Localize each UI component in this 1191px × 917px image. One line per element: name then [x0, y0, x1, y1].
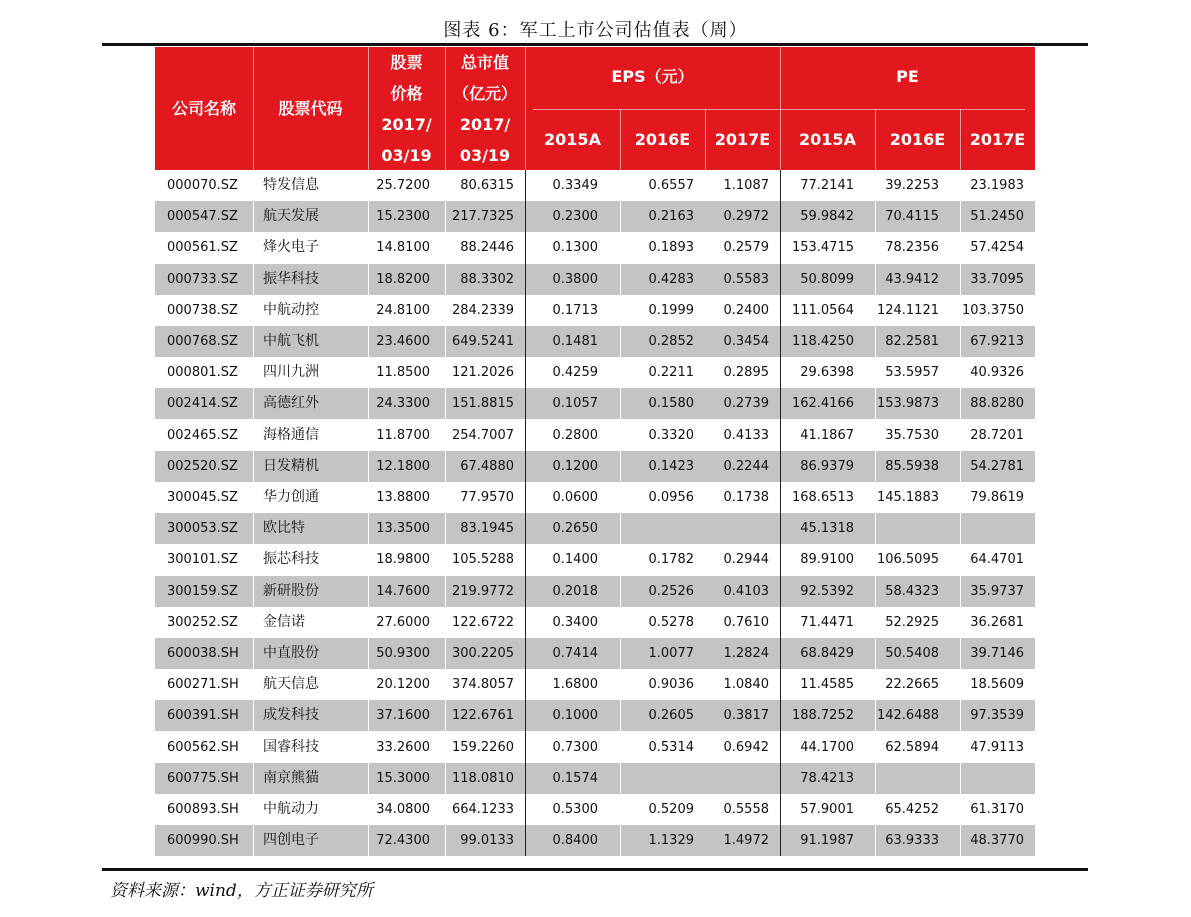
cell-pe-2015a: 168.6513	[791, 490, 854, 505]
cell-eps-2015a: 0.1300	[552, 240, 598, 256]
cell-eps-2017e: 0.2895	[723, 365, 769, 381]
header-market-cap	[445, 47, 525, 170]
cell-price: 24.3300	[376, 396, 430, 412]
cell-pe-2015a: 41.1867	[800, 427, 854, 443]
cell-pe-2016e: 63.9333	[885, 833, 939, 849]
top-rule	[102, 43, 1088, 46]
cell-stock-code: 600893.SH	[167, 802, 239, 817]
cell-pe-2017e: 88.8280	[970, 396, 1024, 412]
cell-eps-2016e: 0.1782	[648, 552, 694, 568]
column-separator	[960, 170, 961, 856]
cell-pe-2017e: 54.2781	[970, 458, 1024, 474]
cell-eps-2017e: 0.4103	[723, 583, 769, 599]
cell-price: 12.1800	[376, 458, 430, 474]
table-row	[155, 669, 1035, 700]
cell-company-name: 中航动控	[263, 301, 319, 318]
cell-price: 14.7600	[376, 583, 430, 599]
cell-eps-2016e	[620, 513, 694, 544]
table-row	[155, 420, 1035, 451]
cell-stock-code: 002414.SZ	[167, 396, 238, 412]
cell-market-cap: 118.0810	[451, 770, 514, 786]
cell-eps-2016e: 1.1329	[648, 833, 694, 849]
cell-company-name: 华力创通	[263, 489, 319, 505]
header-cap-line: （亿元）	[452, 84, 517, 103]
cell-eps-2015a: 0.3400	[552, 614, 598, 630]
cell-pe-2017e	[960, 763, 1024, 794]
cell-eps-2017e: 0.2739	[723, 396, 769, 412]
cell-eps-2015a: 0.3800	[552, 271, 598, 287]
cell-company-name: 新研股份	[263, 582, 319, 599]
table-row	[155, 732, 1035, 763]
cell-pe-2016e: 53.5957	[885, 365, 939, 381]
cell-pe-2015a: 44.1700	[800, 739, 854, 755]
cell-stock-code: 000768.SZ	[167, 334, 238, 349]
group-separator	[525, 170, 526, 856]
cell-price: 37.1600	[376, 708, 430, 724]
table-row	[155, 763, 1035, 794]
cell-company-name: 中航动力	[263, 801, 319, 817]
table-row	[155, 451, 1035, 482]
cell-pe-2015a: 118.4250	[791, 334, 854, 349]
cell-price: 24.8100	[376, 302, 430, 318]
cell-eps-2017e: 0.2972	[723, 209, 769, 225]
cell-pe-2017e: 35.9737	[970, 583, 1024, 599]
cell-pe-2015a: 57.9001	[800, 802, 854, 817]
cell-eps-2017e: 0.2400	[723, 302, 769, 318]
cell-pe-2015a: 78.4213	[800, 770, 854, 786]
cell-pe-2015a: 91.1987	[800, 833, 854, 849]
cell-pe-2017e: 23.1983	[970, 178, 1024, 193]
cell-price: 27.6000	[376, 614, 430, 630]
header-stock-code: 股票代码	[278, 99, 343, 118]
cell-pe-2015a: 188.7252	[791, 708, 854, 724]
page-title: 图表 6：军工上市公司估值表（周）	[443, 20, 748, 41]
cell-price: 20.1200	[376, 677, 430, 693]
cell-eps-2016e: 0.6557	[648, 178, 694, 193]
cell-stock-code: 002520.SZ	[167, 458, 238, 474]
cell-eps-2017e	[705, 763, 769, 794]
cell-eps-2016e: 0.5209	[648, 802, 694, 817]
cell-pe-2017e: 79.8619	[970, 490, 1024, 505]
cell-eps-2015a: 0.1481	[552, 334, 598, 349]
header-pe-2015a: 2015A	[799, 129, 856, 149]
cell-pe-2017e: 33.7095	[970, 271, 1024, 287]
cell-pe-2015a: 162.4166	[791, 396, 854, 412]
cell-stock-code: 000561.SZ	[167, 240, 238, 256]
cell-market-cap: 649.5241	[451, 334, 514, 349]
cell-pe-2017e: 97.3539	[970, 708, 1024, 724]
cell-market-cap: 67.4880	[460, 458, 514, 474]
cell-eps-2017e: 0.2579	[723, 240, 769, 256]
cell-company-name: 南京熊猫	[263, 769, 319, 786]
header-eps-group: EPS（元）	[611, 66, 694, 86]
cell-pe-2016e: 82.2581	[885, 334, 939, 349]
cell-eps-2016e: 0.0956	[648, 490, 694, 505]
cell-pe-2016e: 153.9873	[876, 396, 939, 412]
column-separator	[445, 170, 446, 856]
cell-pe-2016e: 43.9412	[885, 271, 939, 287]
cell-company-name: 海格通信	[263, 426, 319, 443]
cell-pe-2017e: 36.2681	[970, 614, 1024, 630]
cell-company-name: 航天信息	[263, 676, 319, 693]
cell-eps-2017e: 0.2944	[723, 552, 769, 568]
cell-price: 13.8800	[376, 490, 430, 505]
cell-pe-2016e: 85.5938	[885, 458, 939, 474]
header-price-line: 2017/	[381, 115, 432, 134]
cell-eps-2016e: 0.5278	[648, 614, 694, 630]
cell-eps-2016e	[620, 763, 694, 794]
cell-pe-2016e: 70.4115	[885, 209, 939, 225]
cell-market-cap: 219.9772	[451, 583, 514, 599]
cell-pe-2017e: 64.4701	[970, 552, 1024, 568]
cell-eps-2015a: 0.2018	[552, 583, 598, 599]
cell-pe-2017e: 61.3170	[970, 802, 1024, 817]
table-row	[155, 357, 1035, 388]
cell-company-name: 四川九洲	[263, 364, 319, 381]
cell-market-cap: 83.1945	[460, 521, 514, 537]
cell-eps-2015a: 0.0600	[552, 490, 598, 505]
cell-price: 11.8700	[376, 427, 430, 443]
cell-pe-2017e: 28.7201	[970, 427, 1024, 443]
header-company-name: 公司名称	[171, 99, 236, 118]
cell-company-name: 四创电子	[263, 832, 319, 849]
cell-market-cap: 374.8057	[451, 677, 514, 693]
cell-pe-2017e: 57.4254	[970, 240, 1024, 256]
cell-eps-2017e: 0.7610	[723, 614, 769, 630]
cell-pe-2017e: 67.9213	[970, 334, 1024, 349]
cell-stock-code: 600990.SH	[167, 833, 239, 849]
cell-eps-2016e: 0.9036	[648, 677, 694, 693]
cell-pe-2016e: 50.5408	[885, 646, 939, 661]
cell-market-cap: 254.7007	[451, 427, 514, 443]
header-cap-line: 总市值	[460, 53, 509, 72]
cell-pe-2016e: 142.6488	[876, 708, 939, 724]
table-row	[155, 576, 1035, 607]
cell-pe-2015a: 86.9379	[800, 458, 854, 474]
cell-stock-code: 600562.SH	[167, 739, 239, 755]
header-price	[368, 47, 445, 170]
cell-stock-code: 000070.SZ	[167, 178, 238, 193]
cell-price: 34.0800	[376, 802, 430, 817]
cell-stock-code: 000738.SZ	[167, 302, 238, 318]
cell-company-name: 航天发展	[263, 208, 319, 225]
table-row	[155, 201, 1035, 232]
cell-pe-2016e: 52.2925	[885, 614, 939, 630]
cell-market-cap: 284.2339	[451, 302, 514, 318]
cell-eps-2016e: 0.1893	[648, 240, 694, 256]
cell-market-cap: 122.6761	[451, 708, 514, 724]
cell-market-cap: 88.2446	[460, 240, 514, 256]
table-row	[155, 326, 1035, 357]
table-row	[155, 264, 1035, 295]
cell-eps-2016e: 0.3320	[648, 427, 694, 443]
cell-eps-2016e: 0.2605	[648, 708, 694, 724]
cell-eps-2015a: 0.8400	[552, 833, 598, 849]
cell-price: 18.9800	[376, 552, 430, 568]
cell-eps-2015a: 0.2800	[552, 427, 598, 443]
cell-pe-2016e	[875, 513, 939, 544]
cell-stock-code: 002465.SZ	[167, 427, 238, 443]
cell-stock-code: 600391.SH	[167, 708, 239, 724]
header-eps-2015a: 2015A	[544, 129, 601, 149]
cell-pe-2016e: 78.2356	[885, 240, 939, 256]
cell-price: 72.4300	[376, 833, 430, 849]
cell-eps-2016e: 0.2163	[648, 209, 694, 225]
cell-company-name: 烽火电子	[263, 239, 319, 256]
cell-eps-2015a: 0.1057	[552, 396, 598, 412]
cell-market-cap: 151.8815	[451, 396, 514, 412]
cell-market-cap: 300.2205	[451, 646, 514, 661]
cell-pe-2015a: 77.2141	[800, 178, 854, 193]
cell-eps-2016e: 0.1580	[648, 396, 694, 412]
cell-pe-2015a: 153.4715	[791, 240, 854, 256]
cell-company-name: 国睿科技	[263, 738, 319, 755]
cell-eps-2015a: 0.1200	[552, 458, 598, 474]
cell-stock-code: 600271.SH	[167, 677, 239, 693]
header-price-line: 价格	[390, 84, 423, 103]
cell-company-name: 特发信息	[263, 177, 319, 193]
cell-stock-code: 000801.SZ	[167, 365, 238, 381]
cell-price: 15.3000	[376, 770, 430, 786]
cell-eps-2017e: 0.5583	[723, 271, 769, 287]
header-eps-2016e: 2016E	[634, 129, 691, 149]
cell-pe-2016e: 22.2665	[885, 677, 939, 693]
cell-market-cap: 217.7325	[451, 209, 514, 225]
cell-pe-2017e: 103.3750	[961, 302, 1024, 318]
cell-price: 11.8500	[376, 365, 430, 381]
cell-eps-2017e: 1.0840	[723, 677, 769, 693]
cell-pe-2016e: 124.1121	[876, 302, 939, 318]
cell-pe-2015a: 50.8099	[800, 271, 854, 287]
header-pe-2017e: 2017E	[969, 129, 1026, 149]
cell-pe-2017e: 39.7146	[970, 646, 1024, 661]
cell-eps-2017e: 0.2244	[723, 458, 769, 474]
table-row	[155, 170, 1035, 201]
cell-price: 23.4600	[376, 334, 430, 349]
cell-company-name: 高德红外	[263, 395, 319, 412]
header-cap-line: 03/19	[459, 146, 511, 165]
cell-stock-code: 300159.SZ	[167, 583, 238, 599]
cell-pe-2017e: 47.9113	[970, 739, 1024, 755]
cell-pe-2015a: 111.0564	[791, 302, 854, 318]
cell-pe-2016e: 65.4252	[885, 802, 939, 817]
table-row	[155, 544, 1035, 575]
cell-eps-2017e: 0.5558	[723, 802, 769, 817]
cell-pe-2015a: 59.9842	[800, 209, 854, 225]
cell-pe-2016e	[875, 763, 939, 794]
cell-eps-2015a: 0.7300	[552, 739, 598, 755]
cell-pe-2016e: 35.7530	[885, 427, 939, 443]
column-separator	[620, 170, 621, 856]
cell-pe-2016e: 39.2253	[885, 178, 939, 193]
cell-eps-2015a: 0.1713	[552, 302, 598, 318]
table-row	[155, 295, 1035, 326]
cell-market-cap: 88.3302	[460, 271, 514, 287]
cell-market-cap: 80.6315	[460, 178, 514, 193]
cell-eps-2015a: 1.6800	[552, 677, 598, 693]
cell-company-name: 日发精机	[263, 457, 319, 474]
cell-eps-2015a: 0.7414	[552, 646, 598, 661]
cell-pe-2015a: 11.4585	[800, 677, 854, 693]
cell-eps-2016e: 0.2526	[648, 583, 694, 599]
cell-price: 13.3500	[376, 521, 430, 537]
table-row	[155, 825, 1035, 856]
cell-market-cap: 105.5288	[451, 552, 514, 568]
cell-company-name: 欧比特	[263, 520, 305, 537]
cell-pe-2016e: 58.4323	[885, 583, 939, 599]
cell-pe-2015a: 68.8429	[800, 646, 854, 661]
cell-eps-2015a: 0.1000	[552, 708, 598, 724]
column-separator	[875, 170, 876, 856]
cell-stock-code: 300053.SZ	[167, 521, 238, 537]
cell-pe-2017e: 18.5609	[970, 677, 1024, 693]
cell-pe-2015a: 92.5392	[800, 583, 854, 599]
header-price-line: 股票	[390, 53, 423, 72]
cell-company-name: 中直股份	[263, 645, 319, 661]
cell-stock-code: 600775.SH	[167, 770, 239, 786]
cell-eps-2017e: 0.4133	[723, 427, 769, 443]
header-price-line: 03/19	[381, 146, 432, 165]
cell-price: 14.8100	[376, 240, 430, 256]
cell-pe-2015a: 89.9100	[800, 552, 854, 568]
column-separator	[368, 170, 369, 856]
cell-stock-code: 600038.SH	[167, 646, 239, 661]
cell-eps-2015a: 0.2650	[552, 521, 598, 537]
cell-eps-2015a: 0.1400	[552, 552, 598, 568]
table-row	[155, 607, 1035, 638]
cell-eps-2015a: 0.5300	[552, 802, 598, 817]
source-note: 资料来源：wind，方正证券研究所	[110, 881, 373, 901]
cell-eps-2017e: 0.6942	[723, 739, 769, 755]
cell-eps-2017e: 0.3454	[723, 334, 769, 349]
cell-pe-2015a: 29.6398	[800, 365, 854, 381]
cell-market-cap: 121.2026	[451, 365, 514, 381]
valuation-table-body	[155, 170, 1035, 856]
cell-pe-2017e	[960, 513, 1024, 544]
group-separator	[780, 170, 781, 856]
cell-stock-code: 000733.SZ	[167, 271, 238, 287]
cell-market-cap: 99.0133	[460, 833, 514, 849]
cell-price: 50.9300	[376, 646, 430, 661]
cell-market-cap: 122.6722	[451, 614, 514, 630]
cell-eps-2016e: 0.5314	[648, 739, 694, 755]
cell-stock-code: 300252.SZ	[167, 614, 238, 630]
cell-pe-2015a: 45.1318	[800, 521, 854, 537]
cell-pe-2017e: 51.2450	[970, 209, 1024, 225]
cell-pe-2017e: 48.3770	[970, 833, 1024, 849]
header-pe-group: PE	[896, 66, 919, 86]
cell-market-cap: 664.1233	[451, 802, 514, 817]
header-cap-line: 2017/	[459, 115, 511, 134]
cell-company-name: 金信诺	[263, 613, 305, 630]
cell-eps-2017e: 1.1087	[723, 178, 769, 193]
table-row	[155, 700, 1035, 731]
table-header	[155, 47, 1035, 170]
cell-market-cap: 159.2260	[451, 739, 514, 755]
cell-eps-2017e	[705, 513, 769, 544]
table-row	[155, 794, 1035, 825]
cell-price: 25.7200	[376, 178, 430, 193]
table-row	[155, 482, 1035, 513]
cell-eps-2017e: 1.2824	[723, 646, 769, 661]
cell-price: 18.8200	[376, 271, 430, 287]
cell-stock-code: 300045.SZ	[167, 490, 238, 505]
cell-company-name: 振芯科技	[263, 551, 319, 568]
cell-eps-2017e: 1.4972	[723, 833, 769, 849]
header-eps-2017e: 2017E	[714, 129, 771, 149]
cell-stock-code: 000547.SZ	[167, 209, 238, 225]
table-row	[155, 388, 1035, 419]
table-row	[155, 638, 1035, 669]
cell-eps-2015a: 0.1574	[552, 770, 598, 786]
cell-eps-2017e: 0.1738	[723, 490, 769, 505]
cell-pe-2016e: 145.1883	[876, 490, 939, 505]
cell-eps-2015a: 0.3349	[552, 178, 598, 193]
cell-pe-2015a: 71.4471	[800, 614, 854, 630]
cell-company-name: 振华科技	[263, 270, 319, 287]
table-row	[155, 232, 1035, 263]
cell-eps-2016e: 1.0077	[648, 646, 694, 661]
table-row	[155, 513, 1035, 544]
cell-market-cap: 77.9570	[460, 490, 514, 505]
cell-pe-2016e: 106.5095	[876, 552, 939, 568]
header-divider	[533, 109, 1025, 110]
cell-stock-code: 300101.SZ	[167, 552, 238, 568]
cell-pe-2016e: 62.5894	[885, 739, 939, 755]
column-separator	[253, 170, 254, 856]
cell-eps-2016e: 0.2852	[648, 334, 694, 349]
header-pe-2016e: 2016E	[889, 129, 946, 149]
cell-eps-2016e: 0.1423	[648, 458, 694, 474]
cell-eps-2015a: 0.4259	[552, 365, 598, 381]
cell-pe-2017e: 40.9326	[970, 365, 1024, 381]
cell-eps-2017e: 0.3817	[723, 708, 769, 724]
cell-company-name: 中航飞机	[263, 333, 319, 349]
cell-eps-2016e: 0.1999	[648, 302, 694, 318]
cell-eps-2016e: 0.4283	[648, 271, 694, 287]
bottom-rule	[102, 868, 1088, 871]
cell-company-name: 成发科技	[263, 707, 319, 724]
cell-eps-2016e: 0.2211	[648, 365, 694, 381]
cell-eps-2015a: 0.2300	[552, 209, 598, 225]
cell-price: 33.2600	[376, 739, 430, 755]
cell-price: 15.2300	[376, 209, 430, 225]
